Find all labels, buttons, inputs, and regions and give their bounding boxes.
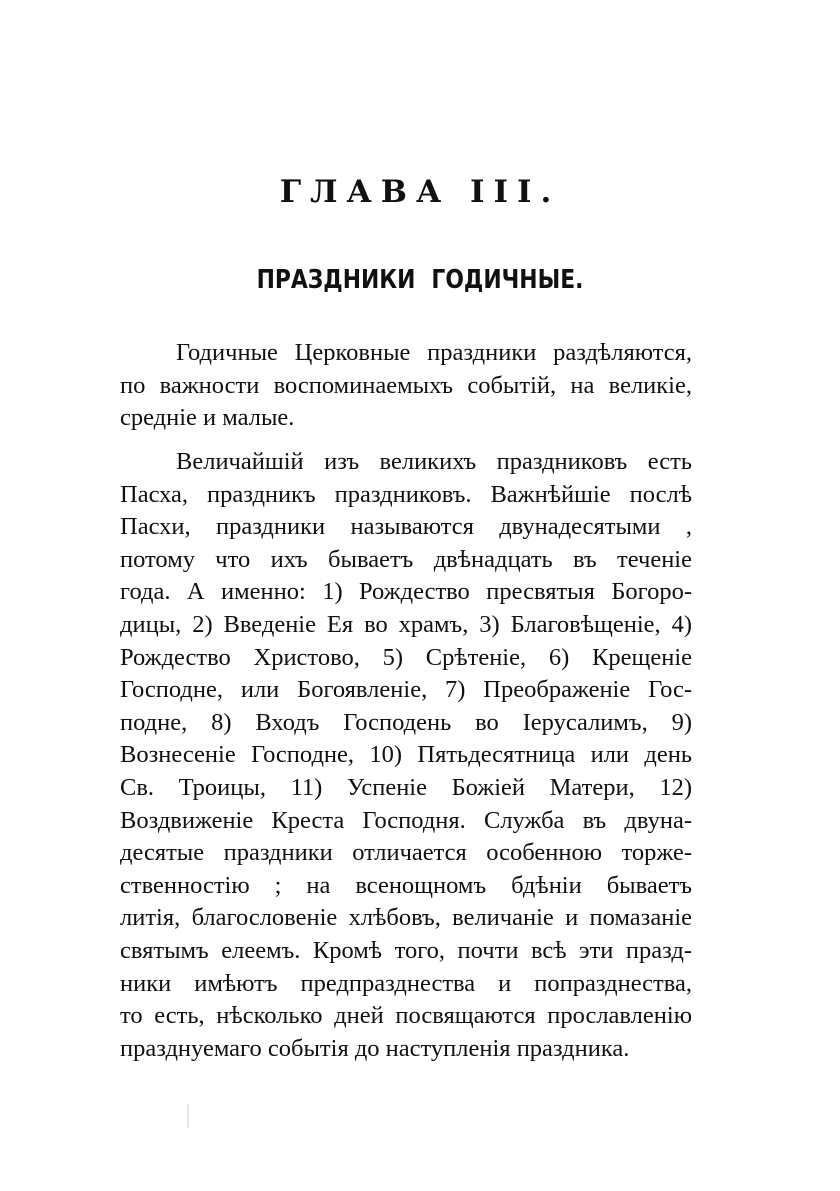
text-line: Св. Троицы, 11) Успеніе Божіей Матери, 12) (120, 773, 692, 801)
text-line: Господне, или Богоявленіе, 7) Преображеніе Гос- (120, 676, 692, 704)
text-line: по важности воспоминаемыхъ событій, на великіе, (120, 371, 692, 399)
text-line: то есть, нѣсколько дней посвящаются прославленію (120, 1002, 692, 1030)
text-line: Вознесеніе Господне, 10) Пятьдесятница или день (120, 741, 692, 769)
text-line: Пасха, праздникъ праздниковъ. Важнѣйшіе послѣ (120, 480, 692, 508)
text-line: Величайшій изъ великихъ праздниковъ есть (176, 448, 692, 475)
paper-speck (187, 1104, 189, 1128)
chapter-title: ГЛАВА III. (279, 174, 561, 210)
text-line: Годичные Церковные праздники раздѣляются, (176, 339, 692, 366)
section-title: ПРАЗДНИКИ ГОДИЧНЫЕ. (256, 265, 584, 295)
text-line: празднуемаго событія до наступленія праздника. (120, 1034, 630, 1062)
text-line: ники имѣютъ предпразднества и попразднества, (120, 969, 692, 997)
text-line: Воздвиженіе Креста Господня. Служба въ двуна- (120, 806, 692, 834)
text-line: потому что ихъ бываетъ двѣнадцать въ теченіе (120, 545, 692, 573)
text-line: литія, благословеніе хлѣбовъ, величаніе и помазаніе (120, 904, 692, 932)
text-line: подне, 8) Входъ Господень во Іерусалимъ, 9) (120, 708, 692, 736)
text-line: Рождество Христово, 5) Срѣтеніе, 6) Крещеніе (120, 643, 692, 671)
text-line: дицы, 2) Введеніе Ея во храмъ, 3) Благовѣщеніе, 4) (120, 610, 692, 638)
text-line: десятые праздники отличается особенною торже- (120, 839, 692, 867)
paragraph-2 (120, 446, 692, 1065)
text-line: года. А именно: 1) Рождество пресвятыя Богоро- (120, 578, 692, 606)
text-line: средніе и малые. (120, 404, 295, 432)
text-line: Пасхи, праздники называются двунадесятыми , (120, 513, 692, 541)
text-line: ственностію ; на всенощномъ бдѣніи бываетъ (120, 871, 692, 899)
paragraph-1 (120, 337, 692, 435)
text-line: святымъ елеемъ. Кромѣ того, почти всѣ эти празд- (120, 936, 692, 964)
